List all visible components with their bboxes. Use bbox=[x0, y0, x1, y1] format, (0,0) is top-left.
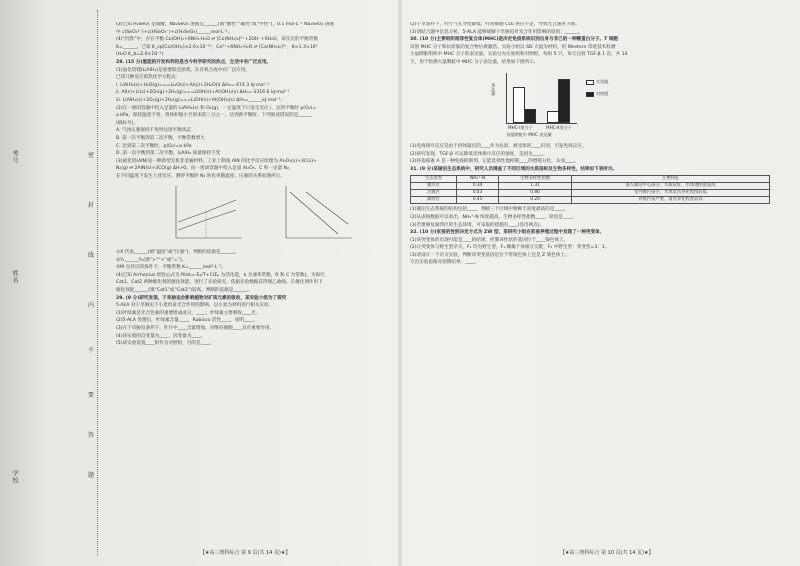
text-line: ii. Al(s)+Li(s)+2O₂(g)+2H₂(g)===LiOH(s)+Al(OH)₃(s) ΔH₂=-3316.6 kJ·mol⁻¹ bbox=[116, 90, 290, 96]
table-row bbox=[411, 190, 770, 197]
table-header-cell: 主要特征 bbox=[572, 175, 770, 182]
text-line: (4)“沉铁”中，存在平衡 Co(OH)₂+6NH₃·H₂O ⇌ [Co(NH₃)₆]²⁺+2OH⁻+6H₂O，该反应的平衡常数 bbox=[116, 37, 318, 43]
text-line: (1)叶绿素是光合色素的重要组成成分，____；叶绿素主要吸收____光。 bbox=[116, 310, 261, 316]
text-line: (3)若要修复湖湾区的生态环境，可采取的措施有____(答出两点)。 bbox=[410, 222, 545, 228]
table-cell: 0.34 bbox=[457, 183, 499, 190]
text-line: (2)5-ALA 处理后，叶绿素含量____，Rubisco 活性____，说明____。 bbox=[116, 318, 258, 324]
text-line: 已知几种反应的热化学方程式： bbox=[116, 75, 181, 81]
text-line: (填标号)。 bbox=[116, 120, 138, 126]
text-line: (3)氮化铝(AlN)是一种新型无机非金属材料。工业上制备 AlN 的化学反应原理为 Al₂O₃(s)+3C(s)+ bbox=[116, 158, 317, 164]
question-heading: 32. (10 分)家蚕的性别决定方式为 ZW 型，某研究小组在家蚕养殖过程中发现了一种突变体， bbox=[410, 230, 605, 236]
table-cell: 养殖污染严重，富营养化程度较高 bbox=[572, 197, 770, 204]
left-lines-a bbox=[116, 22, 390, 180]
seal-char: 线 bbox=[88, 252, 95, 259]
chart-axes bbox=[506, 73, 577, 124]
text-line: (3)请设计一个杂交实验，判断该突变基因是位于常染色体上还是 Z 染色体上。 bbox=[410, 252, 570, 258]
chart-ylabel: 表达量 bbox=[491, 83, 497, 96]
question-heading: 29. (9 分)研究发现，干旱胁迫会影响植物对矿质元素的吸收，某实验小组为了探究 bbox=[116, 295, 287, 301]
table-row bbox=[411, 183, 770, 190]
text-line: i. LiAlH₄(s)+H₂O(g)===Li₂O(s)+Al(s)+2H₂O(l) ΔH₁=-474.3 kJ·mol⁻¹ bbox=[116, 82, 269, 88]
table-row bbox=[411, 197, 770, 204]
seal-char: 密 bbox=[88, 152, 95, 159]
table-cell: 1.31 bbox=[499, 183, 572, 190]
text-line: (1)湖泊生态系统的结构包括____，判断三个区域中物种丰富度最高的是____。 bbox=[410, 207, 569, 213]
text-line: N₂(g) ⇌ 2AlN(s)+3CO(g) ΔH>0。向一密闭容器中投入足量 Al₂O₃、C 和一定量 N₂， bbox=[116, 166, 294, 172]
right-page-footer: 【★高三理科综合 第 10 页(共 14 页)★】 bbox=[560, 550, 654, 556]
seal-char: 封 bbox=[88, 202, 95, 209]
text-line: (3)请结合题中信息分析，5-ALA 能够缓解干旱胁迫对光合作用影响的原因：______。 bbox=[410, 29, 584, 35]
text-line: 催化效能______(填“Cat1”或“Cat2”)较高，判断的依据是______。 bbox=[116, 287, 252, 293]
text-line: (5)该实验设置____组作为对照组，目的是____。 bbox=[116, 341, 215, 347]
text-line: ①X 代表______(填“温度”或“压强”)，判断的依据是______。 bbox=[116, 249, 239, 255]
text-line: (H₂O K_b=2.0×10⁻⁵) bbox=[116, 52, 164, 58]
text-line: (3)已知 H₂SeO₃ 是弱酸，Na₂SeO₃ 溶液呈______(填“酸性”“碱性”或“中性”)，0.1 mol·L⁻¹ Na₂SeO₃ 溶液 bbox=[116, 22, 335, 27]
data-table bbox=[410, 175, 770, 204]
table-header-row bbox=[411, 175, 770, 182]
table-header-cell: 生态类型 bbox=[411, 175, 457, 182]
text-line: ③M 点对应的条件下，平衡常数 K=______mol²·L⁻¹。 bbox=[116, 265, 227, 271]
text-line: (2)让突变体与野生型杂交，F₁ 均为野生型，F₁ 雌雄个体相互交配，F₂ 中野生型：突变型=3：1。 bbox=[410, 245, 610, 251]
table-cell: 0.45 bbox=[457, 197, 499, 204]
chart-category-1: MHC-Ⅰ类分子 bbox=[508, 125, 533, 131]
chart-xlabel: 各组脾脏中 MHC 表达量 bbox=[506, 132, 552, 138]
question-heading: 30. (10 分)主要组织相容性复合体(MHC)是决定免疫系统识别自身与非己的一种糖蛋白分子。T 细胞 bbox=[410, 37, 619, 43]
seal-char: 不 bbox=[88, 347, 95, 354]
text-line: 写出实验思路及预期结果：____。 bbox=[410, 260, 479, 266]
text-line: D. 第一次平衡到第二次平衡，LiAlH₄ 质量保持不变 bbox=[116, 151, 221, 157]
left-page bbox=[116, 22, 390, 542]
table-cell: 0.43 bbox=[457, 190, 499, 197]
seal-char: 题 bbox=[88, 472, 95, 479]
table-cell: 过渡区 bbox=[411, 190, 457, 197]
text-line: (2)在一密闭容器中投入足量的 LiAlH₄(s) 和 O₂(g)，一定温度下只发生反应 i，达到平衡时 p(O₂)= bbox=[116, 105, 317, 111]
name-label: 姓名 bbox=[11, 270, 18, 284]
text-line: (1)氢化铝锂(LiAlH₄)是重要的还原剂。在有机合成中有广泛应用。 bbox=[116, 67, 250, 73]
text-line: (4)已知 Arrhenius 经验公式为 Rlnk=-Eₐ/T+C(Eₐ 为活化能，k 为速率常数，R 和 C 为常数)。为探究 bbox=[116, 272, 325, 278]
chart-legend-experimental: 实验组 bbox=[586, 79, 609, 85]
seal-char: 答 bbox=[88, 432, 95, 439]
chart-category-2: MHC-Ⅱ类分子 bbox=[546, 125, 572, 131]
table-cell: 0.20 bbox=[499, 197, 572, 204]
text-line: Cat1、Cat2 两种催化剂的催化效能，进行了实验探究，依据实验数据获得图乙曲线。在催化剂作用下 bbox=[116, 280, 323, 286]
text-line: (3)在干旱胁迫条件下，叶片中____含量增加，对维持细胞____具有重要作用。 bbox=[116, 325, 275, 331]
text-line: (2)研究发现，TGF-β 可以降低受体排斥反应的强度，是因为____。 bbox=[410, 151, 547, 157]
text-line: 5-ALA 对干旱胁迫下小麦幼苗光合作用的影响，以小麦为材料进行相关实验。 bbox=[116, 303, 274, 309]
table-cell: 0.86 bbox=[499, 190, 572, 197]
text-line: 小鼠脾脏组织中 MHC 分子的表达量。实验分为实验组和对照组，每组 5 只，每天注射 TGF-β 1 次，共 14 bbox=[410, 52, 628, 58]
text-line: (1)该突变体的出现可能是____的结果，控制该性状的基因位于____染色体上。 bbox=[410, 237, 569, 243]
seal-char: 要 bbox=[88, 392, 95, 399]
text-line: A. 气体压强保持不变时达到平衡状态 bbox=[116, 128, 191, 134]
left-page-footer: 【★高三理科综合 第 9 页(共 14 页)★】 bbox=[200, 550, 291, 556]
text-line: ②Y₁______Y₂(填“>”“<”或“=”)。 bbox=[116, 257, 187, 263]
graph-yi bbox=[276, 182, 356, 246]
binding-margin bbox=[0, 0, 112, 566]
table-cell: 敞水区 bbox=[411, 183, 457, 190]
table-cell: 深入湖泊中心部分，水质较好，水体透明度较高 bbox=[572, 183, 770, 190]
seal-char: 内 bbox=[88, 302, 95, 309]
table-cell: 受外源污染少，水体富营养化程度较低 bbox=[572, 190, 770, 197]
table-header-cell: NH₄⁺-N bbox=[457, 175, 499, 182]
seal-dotted-line bbox=[97, 10, 98, 556]
graph-jia bbox=[166, 182, 246, 246]
text-line: iii. LiAlH₄(s)+2O₂(g)+2H₂(g)===LiOH(s)+Al(OH)₃(s) ΔH₃=______kJ·mol⁻¹。 bbox=[116, 97, 286, 103]
text-line: C. 达到第二次平衡时，p(O₂)=a kPa bbox=[116, 143, 192, 149]
text-line: K=______。已知 K_sp[Co(OH)₂]≈2.0×10⁻¹⁵，Co²⁺+6NH₃·H₂O ⇌ [Co(NH₃)₆]²⁺，K≈1.3×10⁵ bbox=[116, 44, 318, 50]
school-label: 学校 bbox=[11, 470, 18, 484]
question-heading: 31. (9 分)某湖泊生态系统中，研究人员调查了不同区域的水质指标及生物多样性，结果如下表所示。 bbox=[410, 166, 618, 172]
text-line: (4)该实验的自变量为____，因变量为____。 bbox=[116, 333, 206, 339]
bar-mhc1-control bbox=[524, 109, 536, 123]
text-line: a kPa。保持温度不变，将体积缩小至原来的三分之一，达到新平衡时，下列叙述错误的是______ bbox=[116, 113, 313, 119]
text-line: 天，用于检测大鼠脾脏中 MHC 分子表达量，结果如下图所示。 bbox=[410, 59, 539, 65]
exam-no-label: 考号 bbox=[11, 150, 18, 164]
figure-row bbox=[116, 182, 390, 248]
left-lines-b bbox=[116, 250, 390, 347]
text-line: B. 第一次平衡到第二次平衡，平衡常数增大 bbox=[116, 135, 205, 141]
page-fold bbox=[398, 0, 402, 566]
text-line: 中 c(SeO₃²⁻)+c(HSeO₃⁻)+c(H₂SeO₃)______mol·L⁻¹。 bbox=[116, 29, 233, 35]
question-heading: 28. (15 分)氢能的开发和利用是当今科学研究的热点，生活中有广泛应用。 bbox=[116, 59, 272, 65]
text-line: 识别 MHC 分子和抗原肽的复合物后被激活。实验小组以 SD 大鼠为材料，用 Western 印迹技术检测 bbox=[410, 44, 616, 50]
text-line: (2)从表格数据可以看出，NH₄⁺-N 浓度越高，生物多样性指数____，原因是____。 bbox=[410, 214, 577, 220]
table-header-cell: 生物多样性指数 bbox=[499, 175, 572, 182]
text-line: (1)免疫排斥反应是由于供体器官的____作为抗原，被受体的____识别，引发免疫反应。 bbox=[410, 144, 587, 150]
text-line: (3)环孢霉素 A 是一种免疫抑制剂，它能选择性地抑制____的增殖分化，从而____。 bbox=[410, 159, 579, 165]
right-page bbox=[410, 22, 788, 542]
bar-mhc2-control bbox=[558, 79, 570, 123]
bar-chart-figure bbox=[410, 69, 788, 141]
table-cell: 湖湾区 bbox=[411, 197, 457, 204]
text-line: (2)干旱条件下，叶片气孔导度降低，叶肉细胞 CO₂ 供应不足，导致光合速率下降。 bbox=[410, 22, 580, 27]
text-line: 在不同温度下发生上述反应。测得平衡时 N₂ 转化率随温度、压强的关系如图所示。 bbox=[116, 173, 285, 179]
chart-legend-control: 对照组 bbox=[586, 91, 609, 97]
